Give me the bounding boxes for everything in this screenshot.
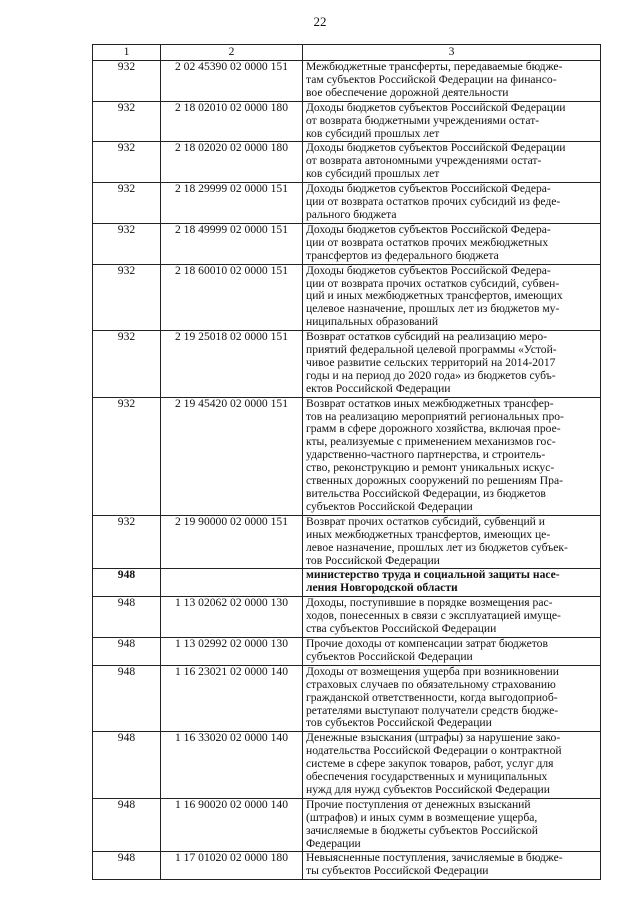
table-row [93, 142, 601, 183]
income-description-cell [303, 637, 601, 665]
budget-classification-code-cell: 1 16 23021 02 0000 140 [161, 665, 303, 732]
budget-classification-code-cell [161, 569, 303, 597]
income-description-cell [303, 142, 601, 183]
description-line: приятий федеральной целевой программы «Устой- [306, 343, 557, 357]
description-line: ударственно-частного партнерства, и строитель- [306, 448, 546, 462]
description-line: Возврат остатков субсидий на реализацию меро- [306, 330, 548, 344]
admin-code-cell: 948 [93, 798, 161, 852]
description-line: Доходы от возмещения ущерба при возникновении [306, 664, 559, 678]
description-line: тов Российской Федерации [306, 553, 440, 567]
budget-classification-code-cell: 2 18 49999 02 0000 151 [161, 223, 303, 264]
description-line: рального бюджета [306, 207, 397, 221]
description-line: Денежные взыскания (штрафы) за нарушение зако- [306, 731, 561, 745]
description-line: от возврата бюджетными учреждениями остат- [306, 113, 540, 127]
income-description-cell [303, 264, 601, 331]
income-codes-table [92, 44, 601, 880]
budget-classification-code-cell: 1 16 90020 02 0000 140 [161, 798, 303, 852]
description-line: чивое развитие сельских территорий на 2014-2017 [306, 355, 556, 369]
description-line: вое обеспечение дорожной деятельности [306, 85, 509, 99]
column-header-3: 3 [303, 45, 601, 61]
admin-code-cell: 932 [93, 515, 161, 569]
income-description-cell [303, 597, 601, 638]
admin-code-cell: 932 [93, 183, 161, 224]
budget-classification-code-cell: 2 19 90000 02 0000 151 [161, 515, 303, 569]
description-line: ков субсидий прошлых лет [306, 167, 440, 181]
description-line: Прочие поступления от денежных взысканий [306, 797, 531, 811]
description-line: системе в сфере закупок товаров, работ, услуг для [306, 757, 554, 771]
description-line: ков субсидий прошлых лет [306, 126, 440, 140]
description-line: ства субъектов Российской Федерации [306, 622, 497, 636]
budget-classification-code-cell: 2 02 45390 02 0000 151 [161, 61, 303, 102]
description-line: тов на реализацию мероприятий региональных про- [306, 409, 564, 423]
section-header-row [93, 569, 601, 597]
budget-classification-code-cell: 2 18 60010 02 0000 151 [161, 264, 303, 331]
description-line: тов субъектов Российской Федерации [306, 716, 492, 730]
income-description-cell [303, 852, 601, 880]
table-body [93, 61, 601, 880]
admin-code-cell: 948 [93, 665, 161, 732]
admin-code-cell: 948 [93, 852, 161, 880]
table-row [93, 515, 601, 569]
description-line: ления Новгородской области [306, 581, 458, 595]
description-line: ций и иных межбюджетных трансфертов, имеющих [306, 289, 563, 303]
income-description-cell [303, 798, 601, 852]
description-line: Доходы, поступившие в порядке возмещения рас- [306, 596, 553, 610]
budget-classification-code-cell: 1 13 02992 02 0000 130 [161, 637, 303, 665]
income-description-cell [303, 732, 601, 799]
description-line: Федерации [306, 836, 361, 850]
table-row [93, 397, 601, 515]
description-line: Доходы бюджетов субъектов Российской Федера- [306, 222, 551, 236]
description-line: кты, реализуемые с применением механизмов гос- [306, 435, 556, 449]
admin-code-cell: 932 [93, 142, 161, 183]
description-line: Доходы бюджетов субъектов Российской Федерации [306, 100, 566, 114]
table-row [93, 331, 601, 398]
description-line: нужд для нужд субъектов Российской Федерации [306, 782, 550, 796]
description-line: страховых случаев по обязательному страхованию [306, 677, 556, 691]
income-description-cell [303, 397, 601, 515]
description-line: годы и на период до 2020 года» из бюджетов субъ- [306, 368, 556, 382]
description-line: нодательства Российской Федерации о контрактной [306, 744, 562, 758]
description-line: Доходы бюджетов субъектов Российской Федера- [306, 263, 551, 277]
admin-code-cell: 932 [93, 101, 161, 142]
admin-code-cell: 948 [93, 597, 161, 638]
income-description-cell [303, 569, 601, 597]
table-row [93, 637, 601, 665]
admin-code-cell: 948 [93, 732, 161, 799]
description-line: (штрафов) и иных сумм в возмещение ущерба, [306, 810, 538, 824]
description-line: Возврат прочих остатков субсидий, субвенций и [306, 514, 545, 528]
description-line: левое назначение, прошлых лет из бюджетов субъек- [306, 540, 568, 554]
description-line: трансфертов из федерального бюджета [306, 248, 499, 262]
budget-classification-code-cell: 1 13 02062 02 0000 130 [161, 597, 303, 638]
description-line: ции от возврата остатков прочих межбюджетных [306, 235, 549, 249]
description-line: ственных дорожных сооружений по решениям Пра- [306, 474, 563, 488]
budget-classification-code-cell: 1 17 01020 02 0000 180 [161, 852, 303, 880]
description-line: Возврат остатков иных межбюджетных трансфер- [306, 396, 554, 410]
description-line: ство, реконструкцию и ремонт уникальных искус- [306, 461, 555, 475]
description-line: субъектов Российской Федерации [306, 499, 473, 513]
table-row [93, 665, 601, 732]
column-header-2: 2 [161, 45, 303, 61]
income-description-cell [303, 331, 601, 398]
description-line: ектов Российской Федерации [306, 381, 451, 395]
description-line: ходов, понесенных в связи с эксплуатацией имуще- [306, 609, 561, 623]
budget-classification-code-cell: 2 19 25018 02 0000 151 [161, 331, 303, 398]
income-description-cell [303, 665, 601, 732]
budget-classification-code-cell: 2 18 02020 02 0000 180 [161, 142, 303, 183]
table-row [93, 732, 601, 799]
budget-classification-code-cell: 2 18 29999 02 0000 151 [161, 183, 303, 224]
description-line: субъектов Российской Федерации [306, 649, 473, 663]
description-line: грамм в сфере дорожного хозяйства, включая прое- [306, 422, 561, 436]
description-line: от возврата автономными учреждениями остат- [306, 154, 542, 168]
income-description-cell [303, 223, 601, 264]
description-line: министерство труда и социальной защиты насе- [306, 568, 560, 582]
budget-classification-code-cell: 2 19 45420 02 0000 151 [161, 397, 303, 515]
table-row [93, 264, 601, 331]
table-row [93, 61, 601, 102]
description-line: целевое назначение, прошлых лет из бюджетов му- [306, 302, 560, 316]
description-line: ции от возврата остатков прочих субсидий из феде- [306, 195, 561, 209]
page-number: 22 [313, 14, 327, 29]
income-description-cell [303, 61, 601, 102]
description-line: обеспечения государственных и муниципальных [306, 770, 548, 784]
table-row [93, 183, 601, 224]
description-line: Невыясненные поступления, зачисляемые в бюдже- [306, 851, 563, 865]
table-row [93, 223, 601, 264]
description-line: ниципальных образований [306, 315, 439, 329]
description-line: Доходы бюджетов субъектов Российской Федерации [306, 141, 566, 155]
description-line: ции от возврата прочих остатков субсидий, субвен- [306, 276, 560, 290]
description-line: гражданской ответственности, когда выгодоприоб- [306, 690, 558, 704]
column-header-1: 1 [93, 45, 161, 61]
description-line: иных межбюджетных трансфертов, имеющих це- [306, 527, 551, 541]
description-line: ты субъектов Российской Федерации [306, 864, 489, 878]
admin-code-cell: 948 [93, 569, 161, 597]
admin-code-cell: 932 [93, 61, 161, 102]
description-line: Доходы бюджетов субъектов Российской Федера- [306, 182, 551, 196]
table-row [93, 852, 601, 880]
admin-code-cell: 932 [93, 223, 161, 264]
description-line: Межбюджетные трансферты, передаваемые бюдже- [306, 60, 563, 73]
budget-classification-code-cell: 2 18 02010 02 0000 180 [161, 101, 303, 142]
table-row [93, 798, 601, 852]
description-line: ретателями выступают получатели средств бюдже- [306, 703, 559, 717]
description-line: там субъектов Российской Федерации на финансо- [306, 72, 557, 86]
income-description-cell [303, 515, 601, 569]
admin-code-cell: 932 [93, 264, 161, 331]
admin-code-cell: 932 [93, 397, 161, 515]
description-line: Прочие доходы от компенсации затрат бюджетов [306, 636, 548, 650]
description-line: вительства Российской Федерации, из бюджетов [306, 487, 546, 500]
budget-classification-code-cell: 1 16 33020 02 0000 140 [161, 732, 303, 799]
table-row [93, 597, 601, 638]
description-line: зачисляемые в бюджеты субъектов Российской [306, 823, 538, 837]
income-description-cell [303, 183, 601, 224]
admin-code-cell: 948 [93, 637, 161, 665]
income-description-cell [303, 101, 601, 142]
admin-code-cell: 932 [93, 331, 161, 398]
table-row [93, 101, 601, 142]
table-header-row [93, 45, 601, 61]
